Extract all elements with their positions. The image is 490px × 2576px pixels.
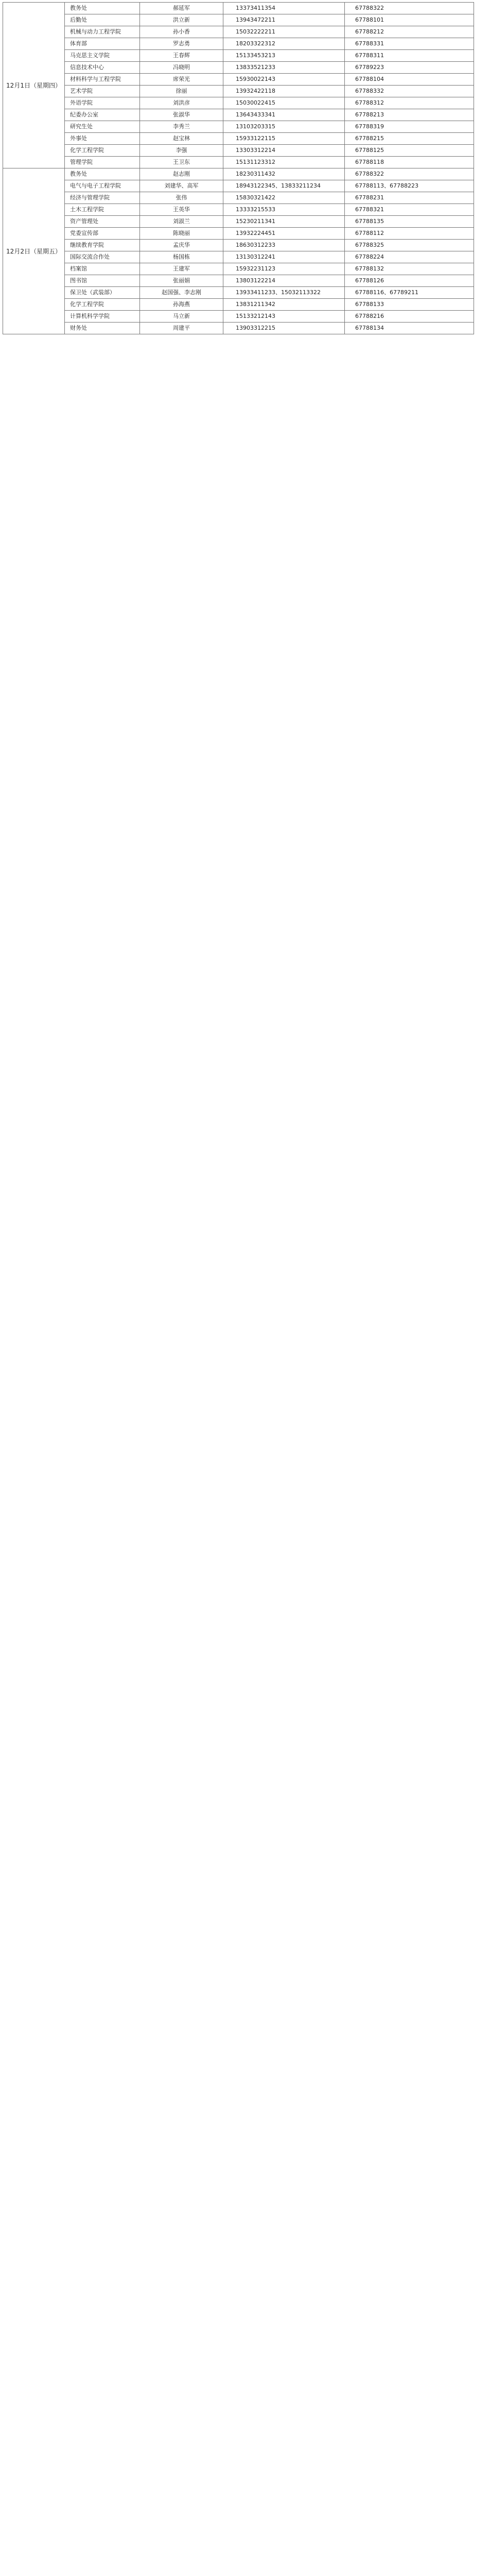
phone-cell: 15133212143 bbox=[223, 311, 345, 323]
department-cell: 马克思主义学院 bbox=[65, 50, 140, 62]
office-phone-cell: 67788112 bbox=[345, 228, 474, 240]
phone-cell: 13643433341 bbox=[223, 109, 345, 121]
roster-row bbox=[3, 86, 474, 97]
staff-name-cell: 马立新 bbox=[140, 311, 223, 323]
roster-row bbox=[3, 275, 474, 287]
phone-cell: 13932224451 bbox=[223, 228, 345, 240]
phone-cell: 15032222211 bbox=[223, 26, 345, 38]
phone-cell: 15030022415 bbox=[223, 97, 345, 109]
phone-cell: 13103203315 bbox=[223, 121, 345, 133]
roster-row bbox=[3, 192, 474, 204]
phone-cell: 13803122214 bbox=[223, 275, 345, 287]
staff-name-cell: 王建军 bbox=[140, 263, 223, 275]
office-phone-cell: 67789223 bbox=[345, 62, 474, 74]
staff-name-cell: 王英华 bbox=[140, 204, 223, 216]
staff-name-cell: 席荣光 bbox=[140, 74, 223, 86]
duty-date: 12月2日（星期五） bbox=[3, 168, 65, 334]
staff-name-cell: 张淑华 bbox=[140, 109, 223, 121]
office-phone-cell: 67788213 bbox=[345, 109, 474, 121]
department-cell: 保卫处（武装部） bbox=[65, 287, 140, 299]
department-cell: 材料科学与工程学院 bbox=[65, 74, 140, 86]
roster-row bbox=[3, 157, 474, 168]
phone-cell: 15830321422 bbox=[223, 192, 345, 204]
duty-roster-table bbox=[3, 2, 474, 334]
phone-cell: 15133453213 bbox=[223, 50, 345, 62]
roster-row bbox=[3, 26, 474, 38]
roster-row bbox=[3, 204, 474, 216]
phone-cell: 13831211342 bbox=[223, 299, 345, 311]
roster-row bbox=[3, 311, 474, 323]
roster-row bbox=[3, 287, 474, 299]
phone-cell: 13303312214 bbox=[223, 145, 345, 157]
roster-row bbox=[3, 145, 474, 157]
department-cell: 化学工程学院 bbox=[65, 299, 140, 311]
staff-name-cell: 赵志刚 bbox=[140, 168, 223, 180]
phone-cell: 13933411233、15032113322 bbox=[223, 287, 345, 299]
office-phone-cell: 67788116、67789211 bbox=[345, 287, 474, 299]
office-phone-cell: 67788126 bbox=[345, 275, 474, 287]
department-cell: 继续教育学院 bbox=[65, 240, 140, 251]
department-cell: 教务处 bbox=[65, 3, 140, 14]
roster-row bbox=[3, 74, 474, 86]
office-phone-cell: 67788322 bbox=[345, 168, 474, 180]
roster-row bbox=[3, 121, 474, 133]
duty-date: 12月1日（星期四） bbox=[3, 3, 65, 168]
phone-cell: 15230211341 bbox=[223, 216, 345, 228]
staff-name-cell: 罗志勇 bbox=[140, 38, 223, 50]
phone-cell: 13932422118 bbox=[223, 86, 345, 97]
department-cell: 财务处 bbox=[65, 323, 140, 334]
office-phone-cell: 67788125 bbox=[345, 145, 474, 157]
department-cell: 信息技术中心 bbox=[65, 62, 140, 74]
office-phone-cell: 67788231 bbox=[345, 192, 474, 204]
office-phone-cell: 67788319 bbox=[345, 121, 474, 133]
department-cell: 外事处 bbox=[65, 133, 140, 145]
roster-row bbox=[3, 14, 474, 26]
office-phone-cell: 67788104 bbox=[345, 74, 474, 86]
office-phone-cell: 67788101 bbox=[345, 14, 474, 26]
office-phone-cell: 67788215 bbox=[345, 133, 474, 145]
office-phone-cell: 67788224 bbox=[345, 251, 474, 263]
office-phone-cell: 67788134 bbox=[345, 323, 474, 334]
office-phone-cell: 67788331 bbox=[345, 38, 474, 50]
staff-name-cell: 陈晓丽 bbox=[140, 228, 223, 240]
roster-row bbox=[3, 62, 474, 74]
phone-cell: 18943122345、13833211234 bbox=[223, 180, 345, 192]
staff-name-cell: 张伟 bbox=[140, 192, 223, 204]
staff-name-cell: 徐丽 bbox=[140, 86, 223, 97]
department-cell: 后勤处 bbox=[65, 14, 140, 26]
department-cell: 化学工程学院 bbox=[65, 145, 140, 157]
staff-name-cell: 王春辉 bbox=[140, 50, 223, 62]
roster-row bbox=[3, 38, 474, 50]
office-phone-cell: 67788322 bbox=[345, 3, 474, 14]
staff-name-cell: 赵宝林 bbox=[140, 133, 223, 145]
department-cell: 纪委办公室 bbox=[65, 109, 140, 121]
department-cell: 国际交流合作处 bbox=[65, 251, 140, 263]
roster-row bbox=[3, 240, 474, 251]
phone-cell: 13903312215 bbox=[223, 323, 345, 334]
department-cell: 档案馆 bbox=[65, 263, 140, 275]
roster-row bbox=[3, 323, 474, 334]
roster-row bbox=[3, 50, 474, 62]
roster-row bbox=[3, 3, 474, 14]
office-phone-cell: 67788133 bbox=[345, 299, 474, 311]
office-phone-cell: 67788118 bbox=[345, 157, 474, 168]
staff-name-cell: 张丽娟 bbox=[140, 275, 223, 287]
department-cell: 图书馆 bbox=[65, 275, 140, 287]
staff-name-cell: 刘建华、高军 bbox=[140, 180, 223, 192]
roster-body bbox=[3, 3, 474, 334]
department-cell: 管理学院 bbox=[65, 157, 140, 168]
phone-cell: 13333215533 bbox=[223, 204, 345, 216]
department-cell: 教务处 bbox=[65, 168, 140, 180]
office-phone-cell: 67788132 bbox=[345, 263, 474, 275]
phone-cell: 15131123312 bbox=[223, 157, 345, 168]
office-phone-cell: 67788312 bbox=[345, 97, 474, 109]
office-phone-cell: 67788212 bbox=[345, 26, 474, 38]
staff-name-cell: 孟庆华 bbox=[140, 240, 223, 251]
department-cell: 土木工程学院 bbox=[65, 204, 140, 216]
phone-cell: 13943472211 bbox=[223, 14, 345, 26]
department-cell: 党委宣传部 bbox=[65, 228, 140, 240]
department-cell: 体育部 bbox=[65, 38, 140, 50]
staff-name-cell: 李秀兰 bbox=[140, 121, 223, 133]
department-cell: 机械与动力工程学院 bbox=[65, 26, 140, 38]
office-phone-cell: 67788216 bbox=[345, 311, 474, 323]
staff-name-cell: 刘淑兰 bbox=[140, 216, 223, 228]
roster-row bbox=[3, 97, 474, 109]
phone-cell: 13130312241 bbox=[223, 251, 345, 263]
staff-name-cell: 赵国强、李志刚 bbox=[140, 287, 223, 299]
staff-name-cell: 周建平 bbox=[140, 323, 223, 334]
phone-cell: 13833521233 bbox=[223, 62, 345, 74]
phone-cell: 18230311432 bbox=[223, 168, 345, 180]
roster-row bbox=[3, 251, 474, 263]
phone-cell: 18630312233 bbox=[223, 240, 345, 251]
roster-row bbox=[3, 263, 474, 275]
department-cell: 外语学院 bbox=[65, 97, 140, 109]
staff-name-cell: 杨国栋 bbox=[140, 251, 223, 263]
office-phone-cell: 67788113、67788223 bbox=[345, 180, 474, 192]
roster-row bbox=[3, 109, 474, 121]
roster-row bbox=[3, 299, 474, 311]
staff-name-cell: 刘洪彦 bbox=[140, 97, 223, 109]
department-cell: 研究生处 bbox=[65, 121, 140, 133]
phone-cell: 18203322312 bbox=[223, 38, 345, 50]
phone-cell: 15933122115 bbox=[223, 133, 345, 145]
department-cell: 资产管理处 bbox=[65, 216, 140, 228]
department-cell: 经济与管理学院 bbox=[65, 192, 140, 204]
staff-name-cell: 洪立新 bbox=[140, 14, 223, 26]
department-cell: 计算机科学学院 bbox=[65, 311, 140, 323]
staff-name-cell: 王卫东 bbox=[140, 157, 223, 168]
staff-name-cell: 孙小香 bbox=[140, 26, 223, 38]
office-phone-cell: 67788325 bbox=[345, 240, 474, 251]
office-phone-cell: 67788311 bbox=[345, 50, 474, 62]
phone-cell: 15930022143 bbox=[223, 74, 345, 86]
staff-name-cell: 冯晓明 bbox=[140, 62, 223, 74]
staff-name-cell: 郝延军 bbox=[140, 3, 223, 14]
department-cell: 艺术学院 bbox=[65, 86, 140, 97]
phone-cell: 13373411354 bbox=[223, 3, 345, 14]
office-phone-cell: 67788332 bbox=[345, 86, 474, 97]
roster-row bbox=[3, 133, 474, 145]
department-cell: 电气与电子工程学院 bbox=[65, 180, 140, 192]
phone-cell: 15932231123 bbox=[223, 263, 345, 275]
roster-row bbox=[3, 168, 474, 180]
roster-row bbox=[3, 180, 474, 192]
office-phone-cell: 67788135 bbox=[345, 216, 474, 228]
roster-row bbox=[3, 216, 474, 228]
office-phone-cell: 67788321 bbox=[345, 204, 474, 216]
staff-name-cell: 李强 bbox=[140, 145, 223, 157]
staff-name-cell: 孙海燕 bbox=[140, 299, 223, 311]
roster-row bbox=[3, 228, 474, 240]
